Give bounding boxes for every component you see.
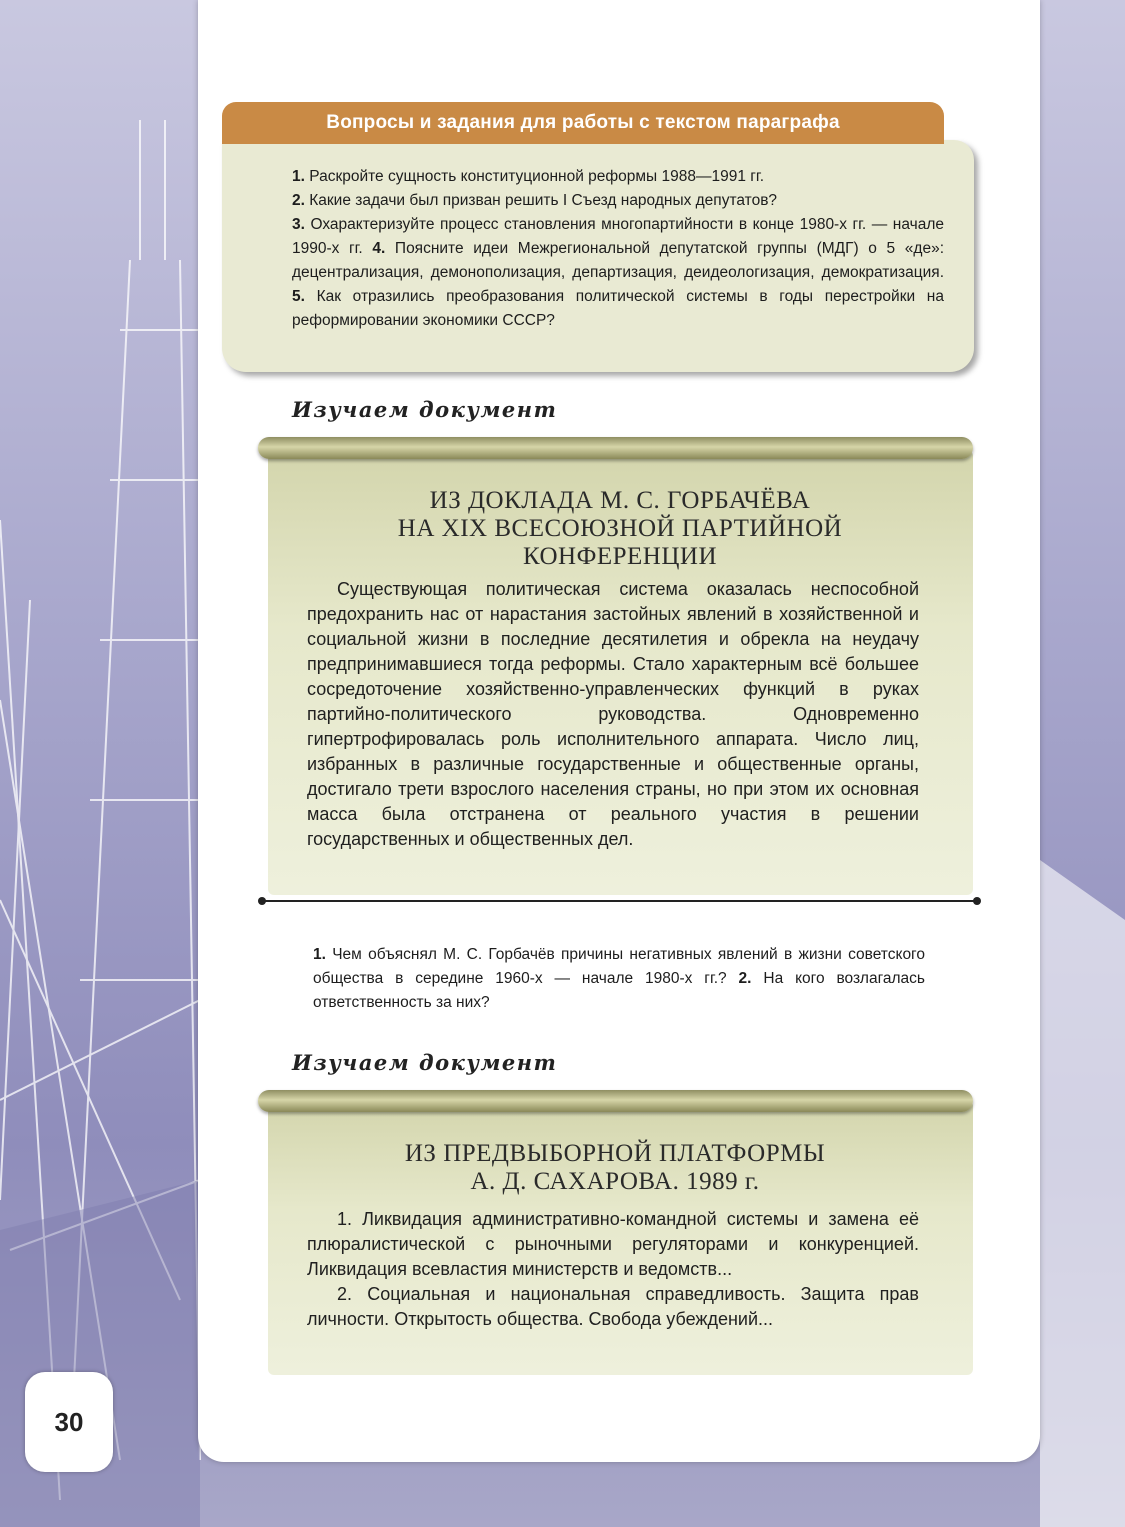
question-text: Чем объяснял М. С. Горбачёв причины негативных явлений в жизни советского общества в середине 1960-х — начале 1980-х гг.? [313, 946, 925, 987]
doc1-title-line: НА XIX ВСЕСОЮЗНОЙ ПАРТИЙНОЙ [397, 515, 843, 542]
doc2-paragraph: 2. Социальная и национальная справедливость. Защита прав личности. Открытость общества. Свобода убеждений... [307, 1284, 919, 1329]
doc1-title-line: ИЗ ДОКЛАДА М. С. ГОРБАЧЁВА [429, 487, 811, 514]
doc2-paragraph: 1. Ликвидация административно-командной системы и замена её плюралистической с рыночными регуляторами и конкуренцией. Ликвидация всевластия министерств и ведомств... [307, 1209, 919, 1279]
question-text: Как отразились преобразования политической системы в годы перестройки на реформировании экономики СССР? [292, 288, 944, 329]
questions-text [292, 165, 944, 333]
question-text: Какие задачи был призван решить I Съезд народных депутатов? [309, 192, 778, 209]
doc1-questions [313, 943, 925, 1015]
question-number: 4. [372, 240, 386, 257]
doc2-title-line: ИЗ ПРЕДВЫБОРНОЙ ПЛАТФОРМЫ [404, 1140, 826, 1167]
doc1-body [307, 577, 919, 852]
doc1-title [300, 487, 940, 571]
divider [262, 900, 977, 902]
scroll-rod [258, 1090, 973, 1112]
question-number: 2. [738, 970, 752, 987]
page-number: 30 [25, 1372, 113, 1472]
question-number: 1. [292, 168, 305, 185]
doc2-title-line: А. Д. САХАРОВА. 1989 г. [470, 1168, 760, 1195]
doc1-paragraph: Существующая политическая система оказалась неспособной предохранить нас от нарастания застойных явлений в хозяйственной и социальной жизни в последние десятилетия и обрекла на неудачу предпринимавшиеся тогда реформы. Стало характерным всё большее сосредоточение хозяйственно-управленческих функций в руках партийно-политического руководства. Одновременно гипертрофировалась роль исполнительного аппарата. Число лиц, избранных в различные государственные и общественные органы, достигало трети взрослого населения страны, но при этом их основная масса была отстранена от реального участия в решении государственных и общественных дел. [307, 579, 919, 849]
question-number: 1. [313, 946, 326, 963]
doc1-title-line: КОНФЕРЕНЦИИ [522, 543, 718, 570]
doc2-body [307, 1207, 919, 1332]
scroll-rod [258, 437, 973, 459]
questions-header: Вопросы и задания для работы с текстом параграфа [222, 102, 944, 144]
question-text: Поясните идеи Межрегиональной депутатской группы (МДГ) о 5 «де»: децентрализация, демонополизация, департизация, деидеологизация, демократизация. [292, 240, 944, 281]
question-number: 2. [292, 192, 305, 209]
question-text: На кого возлагалась ответственность за них? [313, 970, 925, 1011]
doc1-label: Изучаем документ [292, 397, 558, 422]
doc2-label: Изучаем документ [292, 1050, 558, 1075]
question-text: Охарактеризуйте процесс становления многопартийности в конце 1980-х гг. — начале 1990-х гг. [292, 216, 944, 257]
question-text: Раскройте сущность конституционной реформы 1988—1991 гг. [309, 168, 764, 185]
question-number: 5. [292, 288, 305, 305]
doc2-title [300, 1140, 930, 1196]
question-number: 3. [292, 216, 305, 233]
